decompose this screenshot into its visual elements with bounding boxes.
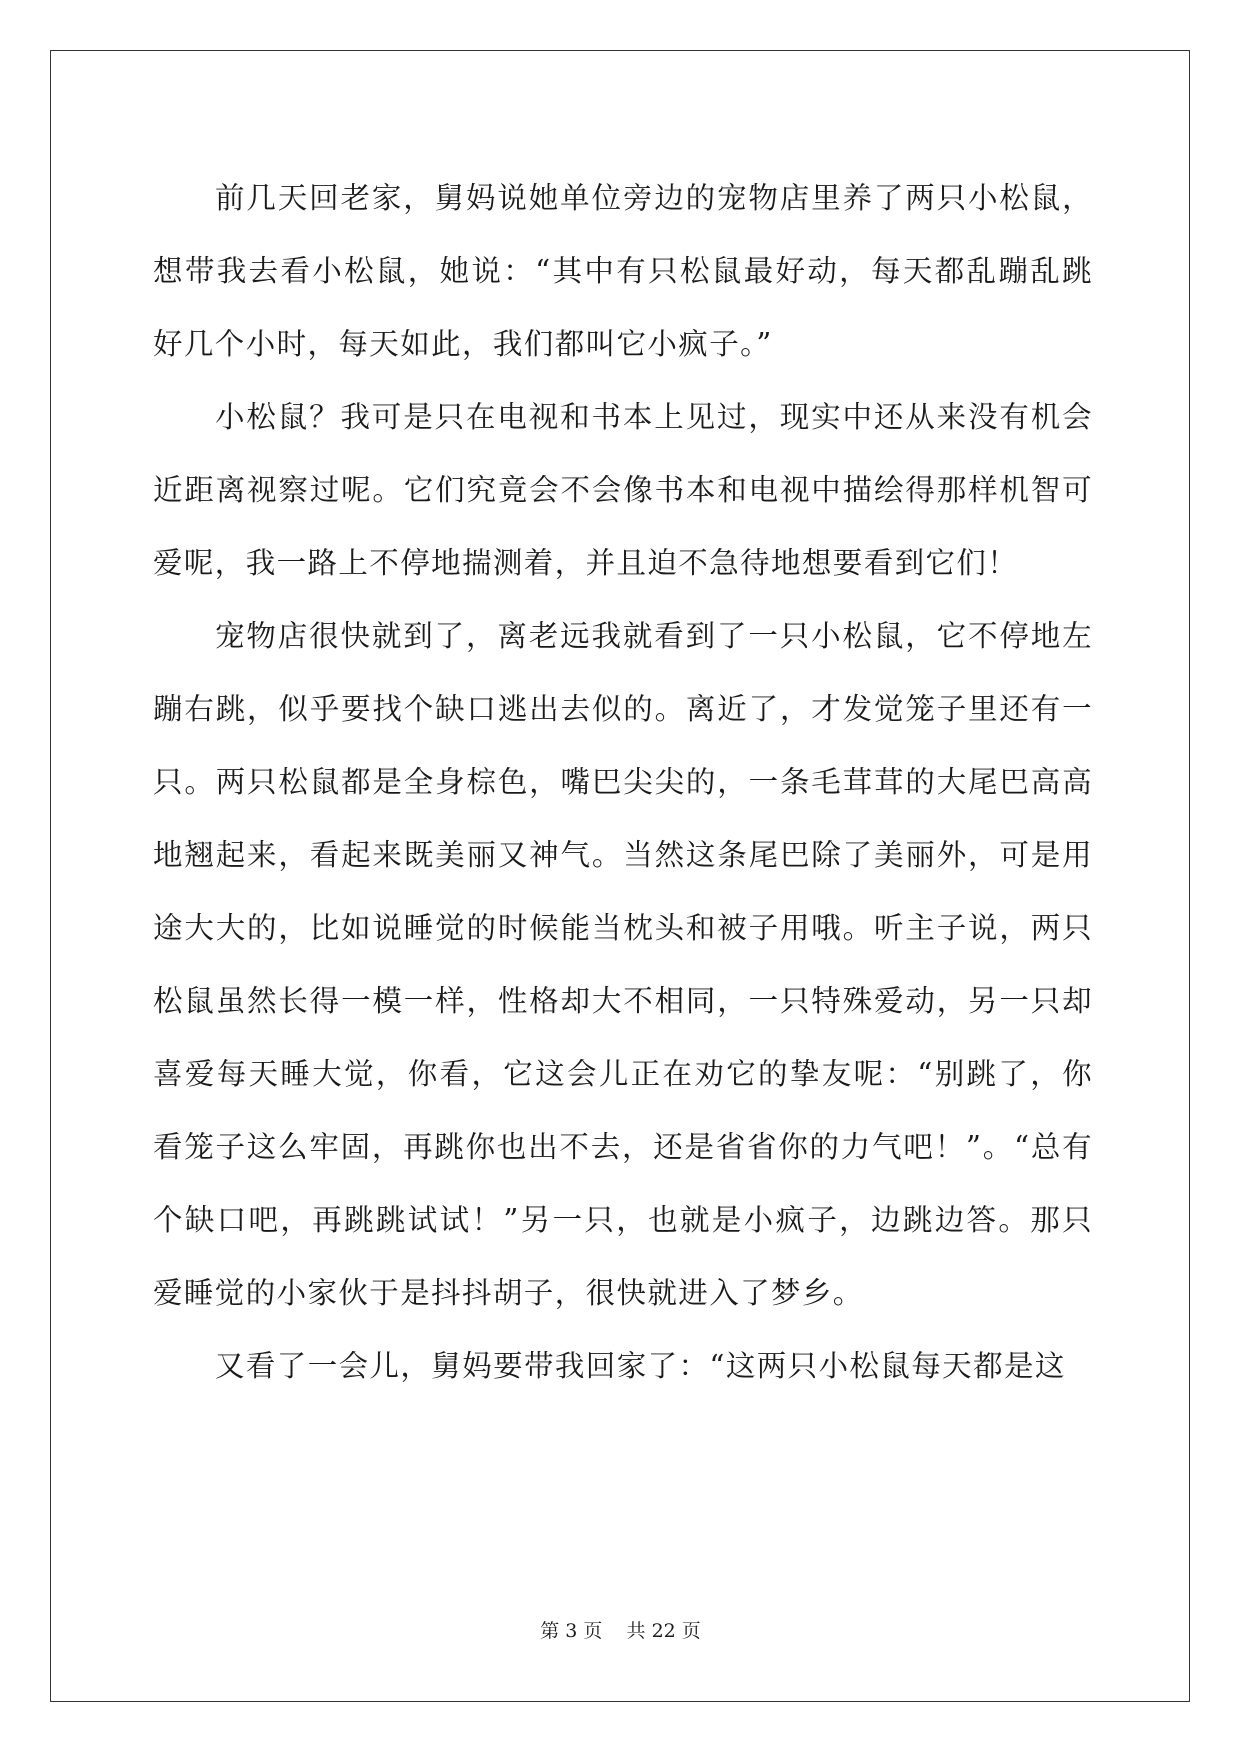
- page-number-footer: 第 3 页 共 22 页: [540, 1620, 701, 1642]
- paragraph-1: 前几天回老家，舅妈说她单位旁边的宠物店里养了两只小松鼠，想带我去看小松鼠，她说：“其中有只松鼠最好动，每天都乱蹦乱跳好几个小时，每天如此，我们都叫它小疯子。”: [153, 181, 1093, 361]
- paragraph-4: 又看了一会儿，舅妈要带我回家了：“这两只小松鼠每天都是这: [215, 1349, 1066, 1383]
- document-body: [153, 162, 1093, 1403]
- paragraph-2: 小松鼠？我可是只在电视和书本上见过，现实中还从来没有机会近距离视察过呢。它们究竟会不会像书本和电视中描绘得那样机智可爱呢，我一路上不停地揣测着，并且迫不急待地想要看到它们！: [153, 400, 1093, 580]
- paragraph-3: 宠物店很快就到了，离老远我就看到了一只小松鼠，它不停地左蹦右跳，似乎要找个缺口逃出去似的。离近了，才发觉笼子里还有一只。两只松鼠都是全身棕色，嘴巴尖尖的，一条毛茸茸的大尾巴高高地翘起来，看起来既美丽又神气。当然这条尾巴除了美丽外，可是用途大大的，比如说睡觉的时候能当枕头和被子用哦。听主子说，两只松鼠虽然长得一模一样，性格却大不相同，一只特殊爱动，另一只却喜爱每天睡大觉，你看，它这会儿正在劝它的挚友呢：“别跳了，你看笼子这么牢固，再跳你也出不去，还是省省你的力气吧！”。“总有个缺口吧，再跳跳试试！”另一只，也就是小疯子，边跳边答。那只爱睡觉的小家伙于是抖抖胡子，很快就进入了梦乡。: [153, 619, 1093, 1310]
